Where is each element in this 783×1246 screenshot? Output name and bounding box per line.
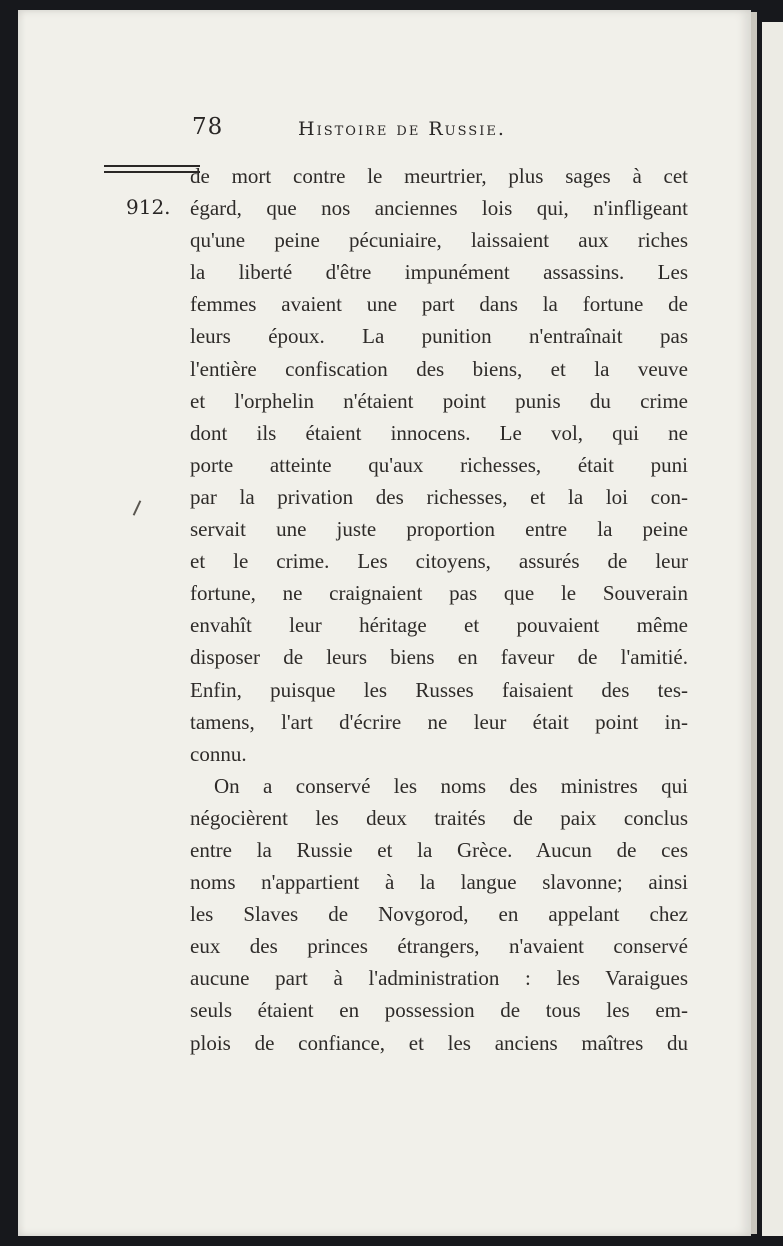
text-line: disposer de leurs biens en faveur de l'amitié. bbox=[190, 645, 688, 670]
text-line: l'entière confiscation des biens, et la veuve bbox=[190, 356, 688, 381]
text-line: et l'orphelin n'étaient point punis du crime bbox=[190, 388, 688, 413]
text-line: égard, que nos anciennes lois qui, n'infligeant bbox=[190, 196, 688, 221]
page-gutter-shadow bbox=[751, 12, 757, 1234]
text-line: On a conservé les noms des ministres qui bbox=[214, 773, 688, 798]
page-number: 78 bbox=[192, 114, 224, 140]
text-line: par la privation des richesses, et la loi con- bbox=[190, 484, 688, 509]
text-line: fortune, ne craignaient pas que le Souverain bbox=[190, 581, 688, 606]
text-line: envahît leur héritage et pouvaient même bbox=[190, 613, 688, 638]
margin-rule-top bbox=[104, 165, 200, 167]
book-page bbox=[18, 10, 751, 1236]
margin-ink-mark bbox=[133, 500, 142, 515]
page-header bbox=[18, 114, 751, 150]
text-line: noms n'appartient à la langue slavonne; ainsi bbox=[190, 870, 688, 895]
running-head: Histoire de Russie. bbox=[298, 118, 506, 140]
text-line: servait une juste proportion entre la peine bbox=[190, 517, 688, 542]
text-line: les Slaves de Novgorod, en appelant chez bbox=[190, 902, 688, 927]
text-line: Enfin, puisque les Russes faisaient des tes- bbox=[190, 677, 688, 702]
text-line: qu'une peine pécuniaire, laissaient aux riches bbox=[190, 228, 688, 253]
margin-year-note: 912. bbox=[126, 195, 171, 219]
text-line: dont ils étaient innocens. Le vol, qui ne bbox=[190, 420, 688, 445]
text-line: négocièrent les deux traités de paix conclus bbox=[190, 805, 688, 830]
text-line: femmes avaient une part dans la fortune de bbox=[190, 292, 688, 317]
text-line: connu. bbox=[190, 741, 247, 766]
text-line: entre la Russie et la Grèce. Aucun de ces bbox=[190, 837, 688, 862]
text-line: la liberté d'être impunément assassins. Les bbox=[190, 260, 688, 285]
text-line: seuls étaient en possession de tous les em- bbox=[190, 998, 688, 1023]
text-line: aucune part à l'administration : les Varaigues bbox=[190, 966, 688, 991]
margin-rule-bottom bbox=[104, 171, 200, 173]
text-line: leurs époux. La punition n'entraînait pas bbox=[190, 324, 688, 349]
text-line: tamens, l'art d'écrire ne leur était point in- bbox=[190, 709, 688, 734]
body-text bbox=[190, 160, 688, 1059]
facing-page-edge bbox=[762, 22, 783, 1236]
text-line: de mort contre le meurtrier, plus sages à cet bbox=[190, 164, 688, 188]
text-line: plois de confiance, et les anciens maîtres du bbox=[190, 1030, 688, 1055]
text-line: porte atteinte qu'aux richesses, était puni bbox=[190, 452, 688, 477]
text-line: et le crime. Les citoyens, assurés de leur bbox=[190, 549, 688, 574]
text-line: eux des princes étrangers, n'avaient conservé bbox=[190, 934, 688, 959]
